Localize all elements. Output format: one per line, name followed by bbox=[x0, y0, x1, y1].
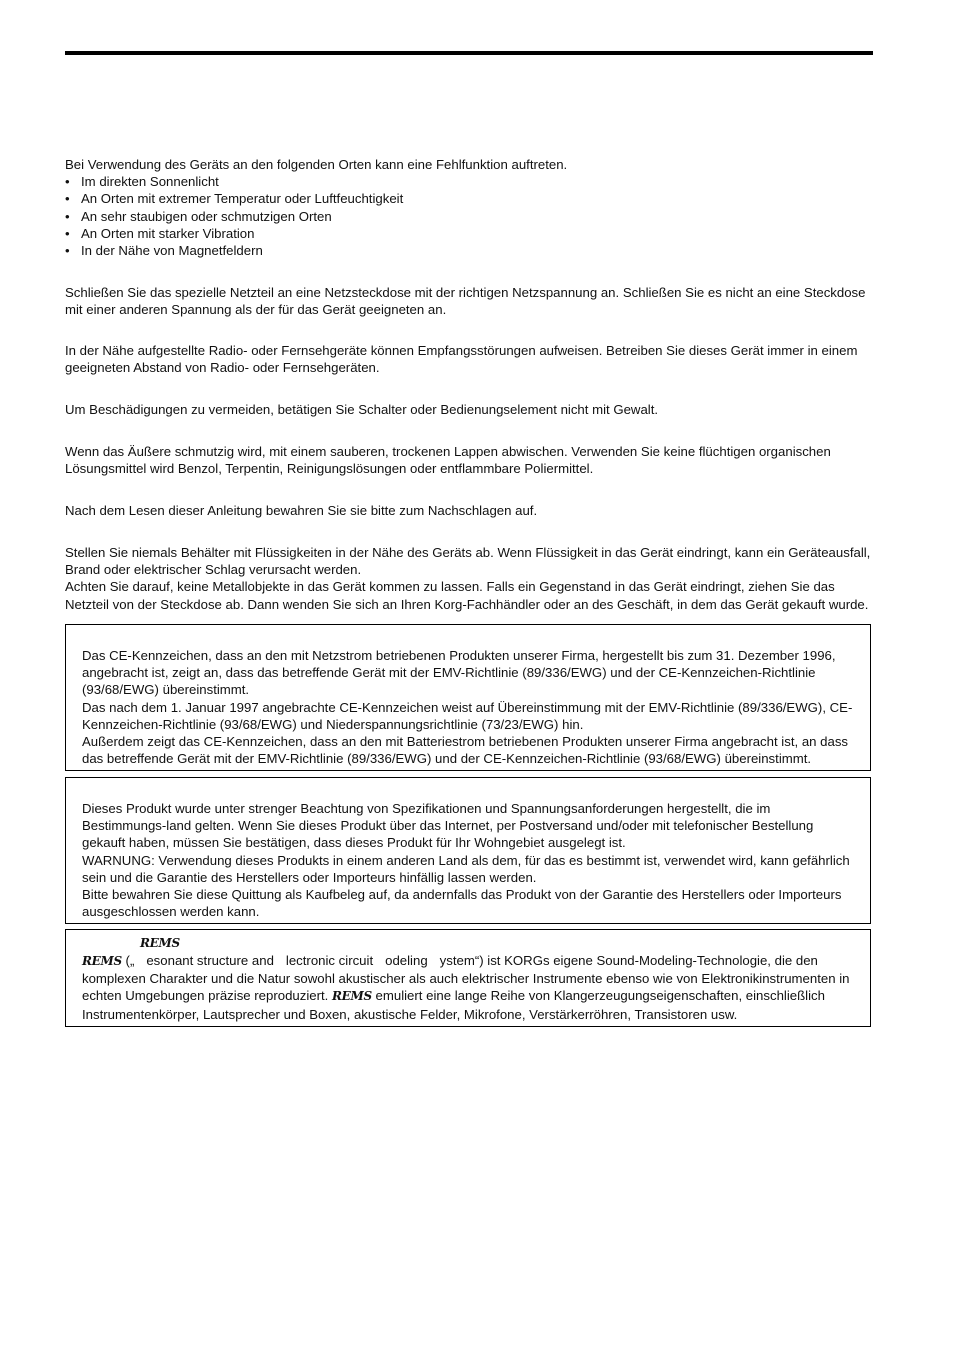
list-item: • An Orten mit extremer Temperatur oder Luftfeuchtigkeit bbox=[65, 190, 873, 207]
intro-text: Bei Verwendung des Geräts an den folgenden Orten kann eine Fehlfunktion auftreten. bbox=[65, 157, 568, 172]
ce-text-2: Das nach dem 1. Januar 1997 angebrachte CE-Kennzeichen weist auf Übereinstimmung mit der EMV-Richtlinie (89/336/EWG), CE-Kennzeichen-Richtlinie (93/68/EWG) und Niederspannungsrichtlinie (73/23/EWG) hin. bbox=[82, 699, 853, 732]
rems-logo: REMS bbox=[140, 936, 180, 950]
ce-mark-box bbox=[65, 624, 871, 771]
interference-paragraph: In der Nähe aufgestellte Radio- oder Fernsehgeräte können Empfangsstörungen aufweisen. Betreiben Sie dieses Gerät immer in einem geeigneten Abstand von Radio- oder Fernsehgeräten. bbox=[65, 343, 858, 376]
handling-paragraph: Um Beschädigungen zu vermeiden, betätigen Sie Schalter oder Bedienungselement nicht mit Gewalt. bbox=[65, 402, 659, 417]
care-paragraph: Wenn das Äußere schmutzig wird, mit einem sauberen, trockenen Lappen abwischen. Verwenden Sie keine flüchtigen organischen Lösungsmittel wird Benzol, Terpentin, Reinigungslösungen oder entflammbare Poliermittel. bbox=[65, 444, 831, 477]
intro-section bbox=[65, 156, 873, 259]
warranty-text-1: Dieses Produkt wurde unter strenger Beachtung von Spezifikationen und Spannungsanforderungen hergestellt, die im Bestimmungs-land gelten. Wenn Sie dieses Produkt über das Internet, per Postversand und/oder mit telefonischer Bestellung gekauft haben, müssen Sie bestätigen, dass dieses Produkt für Ihr Wohngebiet ausgelegt ist. bbox=[82, 801, 814, 851]
rems-logo-inline: REMS bbox=[82, 954, 122, 968]
list-item: • In der Nähe von Magnetfeldern bbox=[65, 242, 873, 259]
rems-description: REMS („ esonant structure and lectronic circuit odeling ystem“) ist KORGs eigene Sound-Modeling-Technologie, die den komplexen Charakter und die Natur sowohl akustischer als auch elektrischer Instrumente ebenso wie von Elektronikinstrumenten in echten Umgebungen präzise reproduziert. REMS emuliert eine lange Reihe von Klangerzeugungseigenschaften, einschließlich Instrumentenkörper, Lautsprecher und Boxen, akustische Felder, Mikrofone, Verstärkerröhren, Transistoren usw. bbox=[82, 953, 850, 1022]
warranty-text-2: WARNUNG: Verwendung dieses Produkts in einem anderen Land als dem, für das es bestimmt ist, verwendet wird, kann gefährlich sein und die Garantie des Herstellers oder Importeurs hinfällig lassen werden. bbox=[82, 852, 850, 885]
ce-text-3: Außerdem zeigt das CE-Kennzeichen, dass an den mit Batteriestrom betriebenen Produkten unserer Firma angebracht ist, an dass das betreffende Gerät mit der EMV-Richtlinie (89/336/EWG) und der CE-Kennzeichen-Richtlinie (93/68/EWG) übereinstimmt. bbox=[82, 734, 849, 767]
list-item: • An Orten mit starker Vibration bbox=[65, 225, 873, 242]
location-list bbox=[65, 173, 873, 259]
keep-manual-paragraph: Nach dem Lesen dieser Anleitung bewahren Sie sie bitte zum Nachschlagen auf. bbox=[65, 503, 538, 518]
power-paragraph: Schließen Sie das spezielle Netzteil an eine Netzsteckdose mit der richtigen Netzspannung an. Schließen Sie es nicht an eine Steckdose mit einer anderen Spannung als der für das Gerät geeigneten an. bbox=[65, 285, 866, 318]
header-rule bbox=[65, 51, 873, 55]
warranty-text-3: Bitte bewahren Sie diese Quittung als Kaufbeleg auf, da andernfalls das Produkt von der Garantie des Herstellers oder Importeurs ausgeschlossen werden kann. bbox=[82, 887, 842, 920]
ce-text-1: Das CE-Kennzeichen, dass an den mit Netzstrom betriebenen Produkten unserer Firma, hergestellt bis zum 31. Dezember 1996, angebracht ist, zeigt an, dass das betreffende Gerät mit der EMV-Richtlinie (89/336/EWG) und der CE-Kennzeichen-Richtlinie (93/68/EWG) übereinstimmt. bbox=[82, 648, 836, 698]
rems-logo-inline: REMS bbox=[332, 989, 372, 1004]
rems-heading bbox=[82, 934, 854, 952]
liquids-paragraph: Stellen Sie niemals Behälter mit Flüssigkeiten in der Nähe des Geräts ab. Wenn Flüssigkeit in das Gerät eindringt, kann ein Geräteausfall, Brand oder elektrischer Schlag verursacht werden. Achten Sie darauf, keine Metallobjekte in das Gerät kommen zu lassen. Falls ein Gegenstand in das Gerät eindringt, ziehen Sie das Netzteil von der Steckdose ab. Dann wenden Sie sich an Ihren Korg-Fachhändler oder an des Geschäft, in dem das Gerät gekauft wurde. bbox=[65, 545, 871, 612]
rems-box bbox=[65, 929, 871, 1027]
list-item: • Im direkten Sonnenlicht bbox=[65, 173, 873, 190]
list-item: • An sehr staubigen oder schmutzigen Orten bbox=[65, 208, 873, 225]
warranty-box bbox=[65, 777, 871, 924]
